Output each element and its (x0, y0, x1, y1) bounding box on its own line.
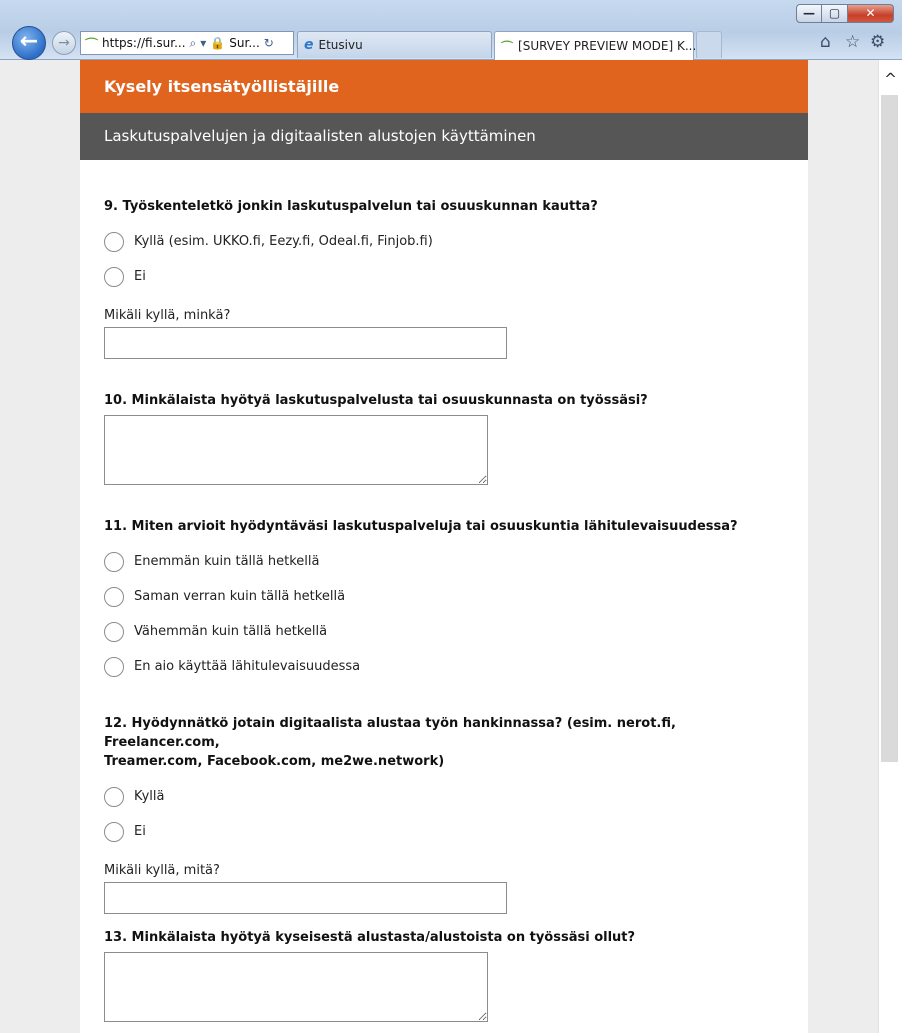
survey-title: Kysely itsensätyöllistäjille (80, 60, 808, 113)
radio-button[interactable] (104, 657, 124, 677)
scroll-thumb[interactable] (881, 95, 898, 762)
home-icon[interactable]: ⌂ (820, 32, 831, 52)
back-arrow-icon: ← (19, 29, 39, 54)
option-q11-en-aio[interactable] (104, 649, 794, 684)
question-text-line1: 12. Hyödynnätkö jotain digitaalista alustaa työn hankinnassa? (esim. nerot.fi, Freelancer.com, (104, 716, 676, 750)
radio-button[interactable] (104, 622, 124, 642)
option-q9-ei[interactable] (104, 259, 794, 294)
option-q11-enemman[interactable] (104, 544, 794, 579)
address-bar[interactable] (80, 31, 294, 55)
option-label[interactable]: Enemmän kuin tällä hetkellä (134, 554, 320, 569)
new-tab-button[interactable] (696, 31, 722, 58)
q10-comment-box[interactable] (104, 415, 488, 485)
address-url[interactable]: https://fi.sur... (102, 36, 186, 50)
option-label[interactable]: Ei (134, 824, 146, 839)
window-controls (796, 4, 894, 23)
chevron-down-icon[interactable]: ▾ (200, 36, 207, 50)
question-10 (104, 391, 794, 485)
radio-button[interactable] (104, 787, 124, 807)
minimize-button[interactable]: — (796, 4, 822, 23)
q12-followup-input[interactable] (104, 882, 507, 914)
lock-icon[interactable]: 🔒 (210, 36, 226, 50)
question-12 (104, 714, 794, 914)
option-q11-vahemman[interactable] (104, 614, 794, 649)
question-text-line2: Treamer.com, Facebook.com, me2we.network) (104, 754, 445, 769)
option-q12-ei[interactable] (104, 814, 794, 849)
radio-button[interactable] (104, 552, 124, 572)
tab-label: Etusivu (318, 38, 363, 52)
scroll-up-arrow-icon[interactable]: ^ (884, 70, 897, 88)
option-q12-kylla[interactable] (104, 779, 794, 814)
option-label[interactable]: Kyllä (134, 789, 165, 804)
surveymonkey-icon: ⌒ (85, 37, 99, 53)
option-q11-saman-verran[interactable] (104, 579, 794, 614)
browser-chrome (0, 0, 902, 60)
ie-icon: e (304, 37, 314, 53)
option-label[interactable]: Saman verran kuin tällä hetkellä (134, 589, 346, 604)
forward-arrow-icon: → (58, 35, 70, 51)
question-text: 10. Minkälaista hyötyä laskutuspalvelusta tai osuuskunnasta on työssäsi? (104, 393, 648, 408)
question-text: 9. Työskenteletkö jonkin laskutuspalvelun tai osuuskunnan kautta? (104, 199, 598, 214)
radio-button[interactable] (104, 267, 124, 287)
tab-survey-preview[interactable] (494, 31, 697, 60)
radio-button[interactable] (104, 587, 124, 607)
search-icon[interactable]: ⌕ (189, 35, 197, 50)
option-label[interactable]: En aio käyttää lähitulevaisuudessa (134, 659, 361, 674)
option-label[interactable]: Vähemmän kuin tällä hetkellä (134, 624, 328, 639)
vertical-scrollbar[interactable] (878, 60, 902, 1033)
option-q9-kylla[interactable] (104, 224, 794, 259)
radio-button[interactable] (104, 822, 124, 842)
maximize-button[interactable]: ▢ (822, 4, 848, 23)
q13-comment-box[interactable] (104, 952, 488, 1022)
question-13 (104, 928, 794, 1022)
refresh-icon[interactable]: ↻ (263, 36, 274, 50)
gear-icon[interactable]: ⚙ (870, 32, 886, 52)
back-button[interactable] (12, 26, 46, 60)
radio-button[interactable] (104, 232, 124, 252)
certificate-label[interactable]: Sur... (229, 36, 260, 50)
survey-subtitle: Laskutuspalvelujen ja digitaalisten alustojen käyttäminen (80, 113, 808, 160)
surveymonkey-icon: ⌒ (501, 39, 514, 54)
option-label[interactable]: Kyllä (esim. UKKO.fi, Eezy.fi, Odeal.fi, Finjob.fi) (134, 234, 433, 249)
forward-button[interactable] (52, 31, 76, 55)
close-window-button[interactable]: ✕ (848, 4, 894, 23)
q9-followup-input[interactable] (104, 327, 507, 359)
survey-form (80, 60, 808, 1033)
followup-label: Mikäli kyllä, mitä? (104, 863, 220, 878)
question-11 (104, 517, 794, 684)
tab-label: [SURVEY PREVIEW MODE] K... (518, 39, 697, 53)
followup-label: Mikäli kyllä, minkä? (104, 308, 231, 323)
question-9 (104, 197, 794, 359)
option-label[interactable]: Ei (134, 269, 146, 284)
tab-etusivu[interactable] (297, 31, 492, 58)
page-viewport (0, 60, 878, 1033)
question-text: 11. Miten arvioit hyödyntäväsi laskutuspalveluja tai osuuskuntia lähitulevaisuudessa? (104, 519, 738, 534)
question-text: 13. Minkälaista hyötyä kyseisestä alustasta/alustoista on työssäsi ollut? (104, 930, 636, 945)
favorites-star-icon[interactable]: ☆ (845, 32, 861, 52)
